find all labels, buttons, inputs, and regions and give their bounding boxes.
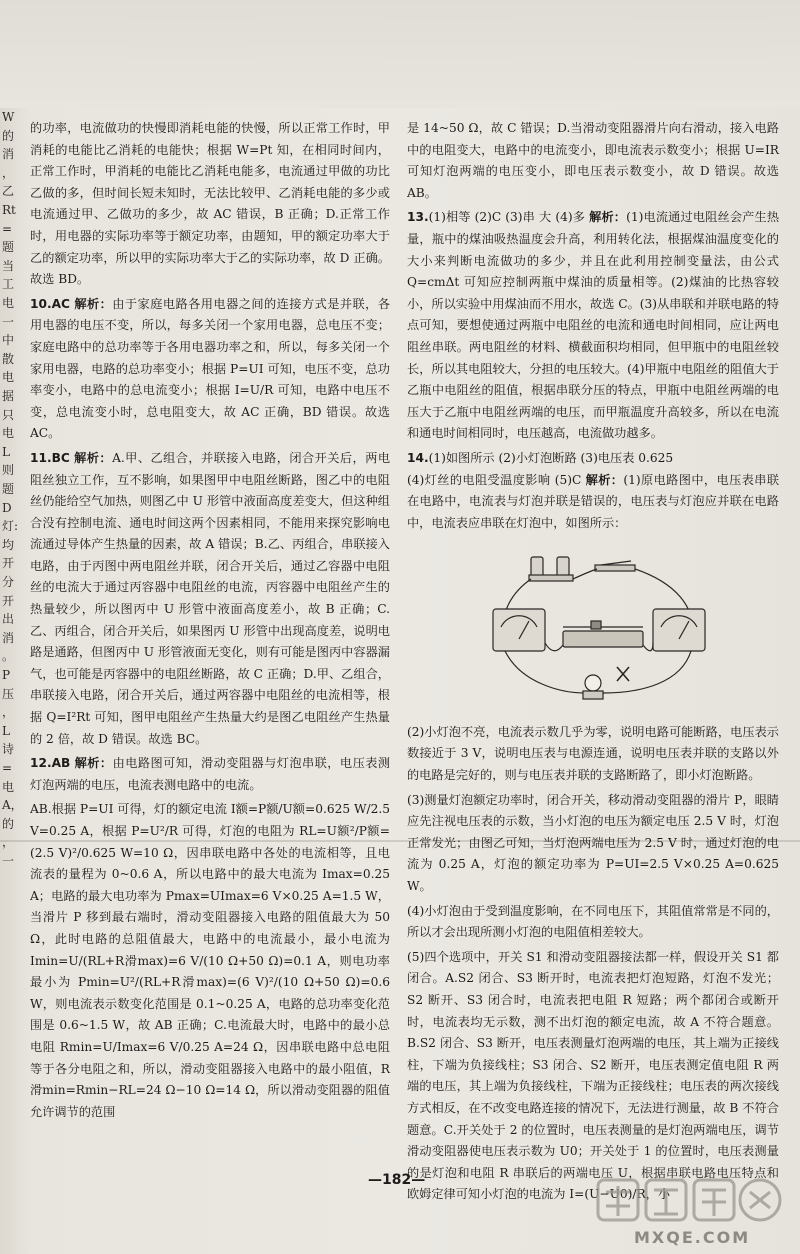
- left-margin-char: =: [2, 221, 13, 236]
- left-margin-char: 开: [2, 593, 15, 608]
- left-margin-char: 的: [2, 128, 15, 143]
- q14-part2: (2)小灯泡不亮，电流表示数几乎为零，说明电路可能断路，电压表示数接近于 3 V，说明电压表与电源连通，说明电压表并联的支路以外的电路是完好的，则与电压表并联的支路断路了，即小灯泡断路。: [407, 724, 779, 783]
- q12-answer: [30, 753, 390, 796]
- left-margin-char: 电: [2, 296, 15, 310]
- q12-choice: AB: [51, 756, 71, 771]
- left-margin-char: 当: [2, 258, 15, 273]
- left-margin-char: 电: [2, 779, 15, 794]
- left-margin-char: L: [2, 444, 10, 459]
- q9-continued: 的功率，电流做功的快慢即消耗电能的快慢，所以正常工作时，甲消耗的电能比乙消耗的电能快；根据 W=Pt 知，在相同时间内，正常工作时，甲消耗的电能比乙消耗电能多，电流通过甲做的功比乙做的多，但时间长短未知时，无法比较甲、乙消耗电能的多少或电流通过甲、乙做功的多少，故 AC 错误，B 正确；D.正常工作时，用电器的实际功率等于额定功率，由题知，甲的额定功率大于乙的额定功率，所以甲的实际功率大于乙的实际功率，故 D 正确。故选 BD。: [30, 121, 390, 287]
- switch-base: [595, 565, 635, 571]
- left-margin-char: Rt: [2, 203, 16, 217]
- q13-answer: [407, 207, 779, 445]
- q11-answer: [30, 448, 390, 750]
- left-margin-char: 灯:: [2, 519, 19, 534]
- q12-analysis-label: 解析：: [74, 756, 113, 771]
- q13-number: 13.: [407, 210, 429, 225]
- q12-number: 12.: [30, 756, 52, 771]
- right-column: [407, 118, 779, 1209]
- left-margin-char: 电: [2, 426, 15, 441]
- left-margin-char: ，: [2, 835, 15, 850]
- left-margin-char: 一: [2, 854, 15, 868]
- q13-choice: (1)相等 (2)C (3)串 大 (4)多: [428, 210, 586, 225]
- left-margin-char: ，: [2, 705, 15, 720]
- q11-number: 11.: [30, 450, 52, 465]
- bulb-socket: [583, 691, 603, 699]
- left-margin-char: 消: [2, 630, 15, 645]
- q11-choice: BC: [51, 450, 70, 465]
- q10-analysis: 由于家庭电路各用电器之间的连接方式是并联，各用电器的电压不变，所以，每多关闭一个家用电器，总电压不变；家庭电路中的总功率等于各用电器功率之和，所以，每多关闭一个家用电器，电路的总功率变小；根据 P=UI 可知，电压不变，总功率变小，电路中的总电流变小；根据 I=U/R 可知，电路中电压不变，总电流变小时，总电阻变大，故 AC 正确，BD 错误。故选 AC。: [30, 296, 391, 441]
- left-margin-char: W: [2, 110, 15, 124]
- left-margin-char: D: [2, 500, 12, 515]
- left-margin-char: 中: [2, 333, 15, 348]
- q14-part3: (3)测量灯泡额定功率时，闭合开关，移动滑动变阻器的滑片 P，眼睛应先注视电压表的示数，当小灯泡的电压为额定电压 2.5 V 时，灯泡正常发光；由图乙可知，当灯泡两端电压为 2.5 V 时，通过灯泡的电流为 0.25 A，灯泡的额定功率为 P=UI=2.5 V×0.25 A=0.625 W。: [407, 792, 779, 894]
- circuit-diagram: [491, 543, 711, 708]
- rheostat-slider: [591, 621, 601, 629]
- page-number: —182—: [368, 1172, 426, 1188]
- watermark-site: MXQE.COM: [634, 1228, 751, 1247]
- q14-part4: (4)小灯泡由于受到温度影响，在不同电压下，其阻值常常是不同的，所以才会出现所测小灯泡的电阻值相差较大。: [407, 903, 779, 940]
- left-margin-char: 散: [2, 351, 15, 366]
- q10-answer: [30, 294, 390, 445]
- q10-analysis-label: 解析：: [74, 296, 113, 311]
- left-margin-char: 分: [2, 575, 15, 589]
- left-margin-char: ，: [2, 165, 15, 180]
- left-margin-char: 工: [2, 277, 15, 292]
- left-margin-char: 的: [2, 816, 15, 831]
- top-margin: [0, 0, 800, 108]
- q14-part5: (5)四个选项中，开关 S1 和滑动变阻器接法都一样，假设开关 S1 都闭合。A.S2 闭合、S3 断开时，电流表把灯泡短路，灯泡不发光；S2 断开、S3 闭合时，电流表把电阻 R 短路；两个都闭合或断开时，电流表均无示数，测不出灯泡的额定电流，故 A 不符合题意。B.S2 闭合、S3 断开，电压表测量灯泡两端的电压，其上端为正接线柱，下端为负接线柱；S3 闭合、S2 断开，电压表测定值电阻 R 两端的电压，其上端为负接线柱，下端为正接线柱；电压表的两次接线方式相反，在不改变电路连接的情况下，无法进行测量，故 B 不符合题意。C.开关处于 2 的位置时，电压表测量的是灯泡两端电压，调节滑动变阻器使电压表示数为 U0；开关处于 1 的位置时，电压表测量的是灯泡和电阻 R 串联后的两端电压 U，根据串联电路电压特点和欧姆定律可知小灯泡的电流为 I=(U−U0)/R，小: [407, 949, 779, 1202]
- left-margin-char: 电: [2, 370, 15, 385]
- left-margin-char: A，: [2, 798, 23, 813]
- q14-analysis: (1)原电路图中，电压表串联在电路中，电流表与灯泡并联是错误的，电压表与灯泡应并联在电路中，电流表应串联在灯泡中，如图所示：: [407, 472, 780, 530]
- q10-choice: AC: [51, 296, 70, 311]
- q12-continued: 是 14~50 Ω，故 C 错误；D.当滑动变阻器滑片向右滑动，接入电路中的电阻变大，电路中的电流变小，即电流表示数变小；根据 U=IR 可知灯泡两端的电压变小，即电压表示数变小，故 D 错误。故选 AB。: [407, 121, 779, 200]
- left-margin-char: 则: [2, 463, 15, 478]
- q14-choice: (1)如图所示 (2)小灯泡断路 (3)电压表 0.625: [428, 450, 674, 465]
- left-margin-char: 均: [2, 537, 15, 552]
- battery-holder: [529, 575, 573, 581]
- left-margin-char: 据: [2, 389, 15, 403]
- left-margin-char: P: [2, 668, 11, 682]
- rheostat-coil: [563, 631, 643, 647]
- left-margin-char: 只: [2, 407, 15, 422]
- q14-number: 14.: [407, 450, 429, 465]
- left-margin-char: L: [2, 723, 10, 738]
- left-margin-char: 开: [2, 556, 15, 571]
- q12-analysis-detail: AB.根据 P=UI 可得，灯的额定电流 I额=P额/U额=0.625 W/2.5 V=0.25 A，根据 P=U²/R 可得，灯泡的电阻为 RL=U额²/P额=(2.5 V)²/0.625 W=10 Ω，因串联电路中各处的电流相等，且电流表的量程为 0~0.6 A，所以电路中的最大电流为 Imax=0.25 A；电路的最大电功率为 Pmax=UImax=6 V×0.25 A=1.5 W，当滑片 P 移到最右端时，滑动变阻器接入电路的阻值最大为 50 Ω，此时电路的总阻值最大，电路中的电流最小，最小电流为 Imin=U/(RL+R滑max)=6 V/(10 Ω+50 Ω)=0.1 A，则电功率最小为 Pmin=U²/(RL+R滑max)=(6 V)²/(10 Ω+50 Ω)=0.6 W，则电流表示数变化范围是 0.1~0.25 A，电路的总功率变化范围是 0.6~1.5 W，故 AB 正确；C.电流最大时，电路中的最小总电阻 Rmin=U/Imax=6 V/0.25 A=24 Ω，因串联电路中总电阻等于各分电阻之和，所以，滑动变阻器接入电路中的最小阻值，R滑min=Rmin−RL=24 Ω−10 Ω=14 Ω，所以滑动变阻器的阻值允许调节的范围: [30, 802, 390, 1119]
- q10-number: 10.: [30, 296, 52, 311]
- q13-analysis-label: 解析：: [589, 210, 627, 225]
- bulb: [585, 675, 601, 691]
- q14-analysis-label: 解析：: [585, 472, 624, 487]
- left-margin-char: 出: [2, 612, 15, 627]
- q13-analysis: (1)电流通过电阻丝会产生热量，瓶中的煤油吸热温度会升高，利用转化法，根据煤油温度变化的大小来判断电流做功的多少，并且在此利用控制变量法，由公式 Q=cmΔt 可知应控制两瓶中煤油的质量相等。(2)煤油的比热容较小，所以实验中用煤油而不用水，故选 C。(3)从串联和并联电路的特点可知，要想使通过两瓶中电阻丝的电流和通电时间相同，应让两电阻丝串联。两电阻丝的材料、横截面积均相同，但甲瓶中的电阻丝较长，所以其电阻较大，分担的电压较大。(4)甲瓶中电阻丝的阻值大于乙瓶中电阻丝的阻值，根据串联分压的特点，甲瓶中电阻丝两端的电压大于乙瓶中电阻丝两端的电压，而甲瓶温度升高较多，所以在电流和通电时间相同时，电压越高，电流做功越多。: [407, 210, 780, 441]
- left-margin-char: 。: [2, 649, 15, 664]
- left-margin-char: 压: [2, 686, 15, 701]
- left-margin-char: 题: [2, 482, 15, 496]
- left-margin-char: 消: [2, 147, 15, 162]
- left-margin-text: [0, 110, 23, 870]
- q12-analysis: 由电路图可知，滑动变阻器与灯泡串联，电压表测灯泡两端的电压，电流表测电路中的电流。: [30, 756, 391, 792]
- left-margin-char: 诗: [2, 742, 15, 757]
- left-column: [30, 118, 390, 1126]
- q11-analysis-label: 解析：: [74, 450, 113, 465]
- q11-analysis: A.甲、乙组合，并联接入电路，闭合开关后，两电阻丝独立工作，互不影响，如果图甲中电阻丝断路，图乙中的电阻丝仍能给空气加热，则图乙中 U 形管中液面高度差变大，但这种组合没有控制电流、通电时间这两个因素相同，不能用来探究影响电流通过导体产生热量的因素，故 A 错误；B.乙、丙组合，串联接入电路，由于丙图中两电阻丝并联，闭合开关后，通过乙容器中电阻丝的电流大于通过丙容器中电阻丝的电流，丙容器中电阻丝产生的热量较少，所以图丙中 U 形管中液面高度差小，故 B 正确；C.乙、丙组合，闭合开关后，如果图丙 U 形管中出现高度差，说明电路是通路，但图丙中 U 形管液面无变化，则有可能是图丙中容器漏气，也可能是丙容器中的电阻丝断路，故 C 正确；D.甲、乙组合，串联接入电路，闭合开关后，通过两容器中电阻丝的电流相等，根据 Q=I²Rt 可知，图甲电阻丝产生热量大约是图乙电阻丝产生热量的 2 倍，故 D 错误。故选 BC。: [30, 450, 391, 746]
- q14-answer: [407, 448, 779, 534]
- left-margin-char: =: [2, 761, 13, 775]
- left-margin-char: 乙: [2, 184, 15, 199]
- left-margin-char: 一: [2, 314, 15, 329]
- cross-mark: [617, 667, 629, 681]
- q14-choice-2: (4)灯丝的电阻受温度影响 (5)C: [407, 472, 582, 487]
- left-margin-char: 题: [2, 240, 15, 255]
